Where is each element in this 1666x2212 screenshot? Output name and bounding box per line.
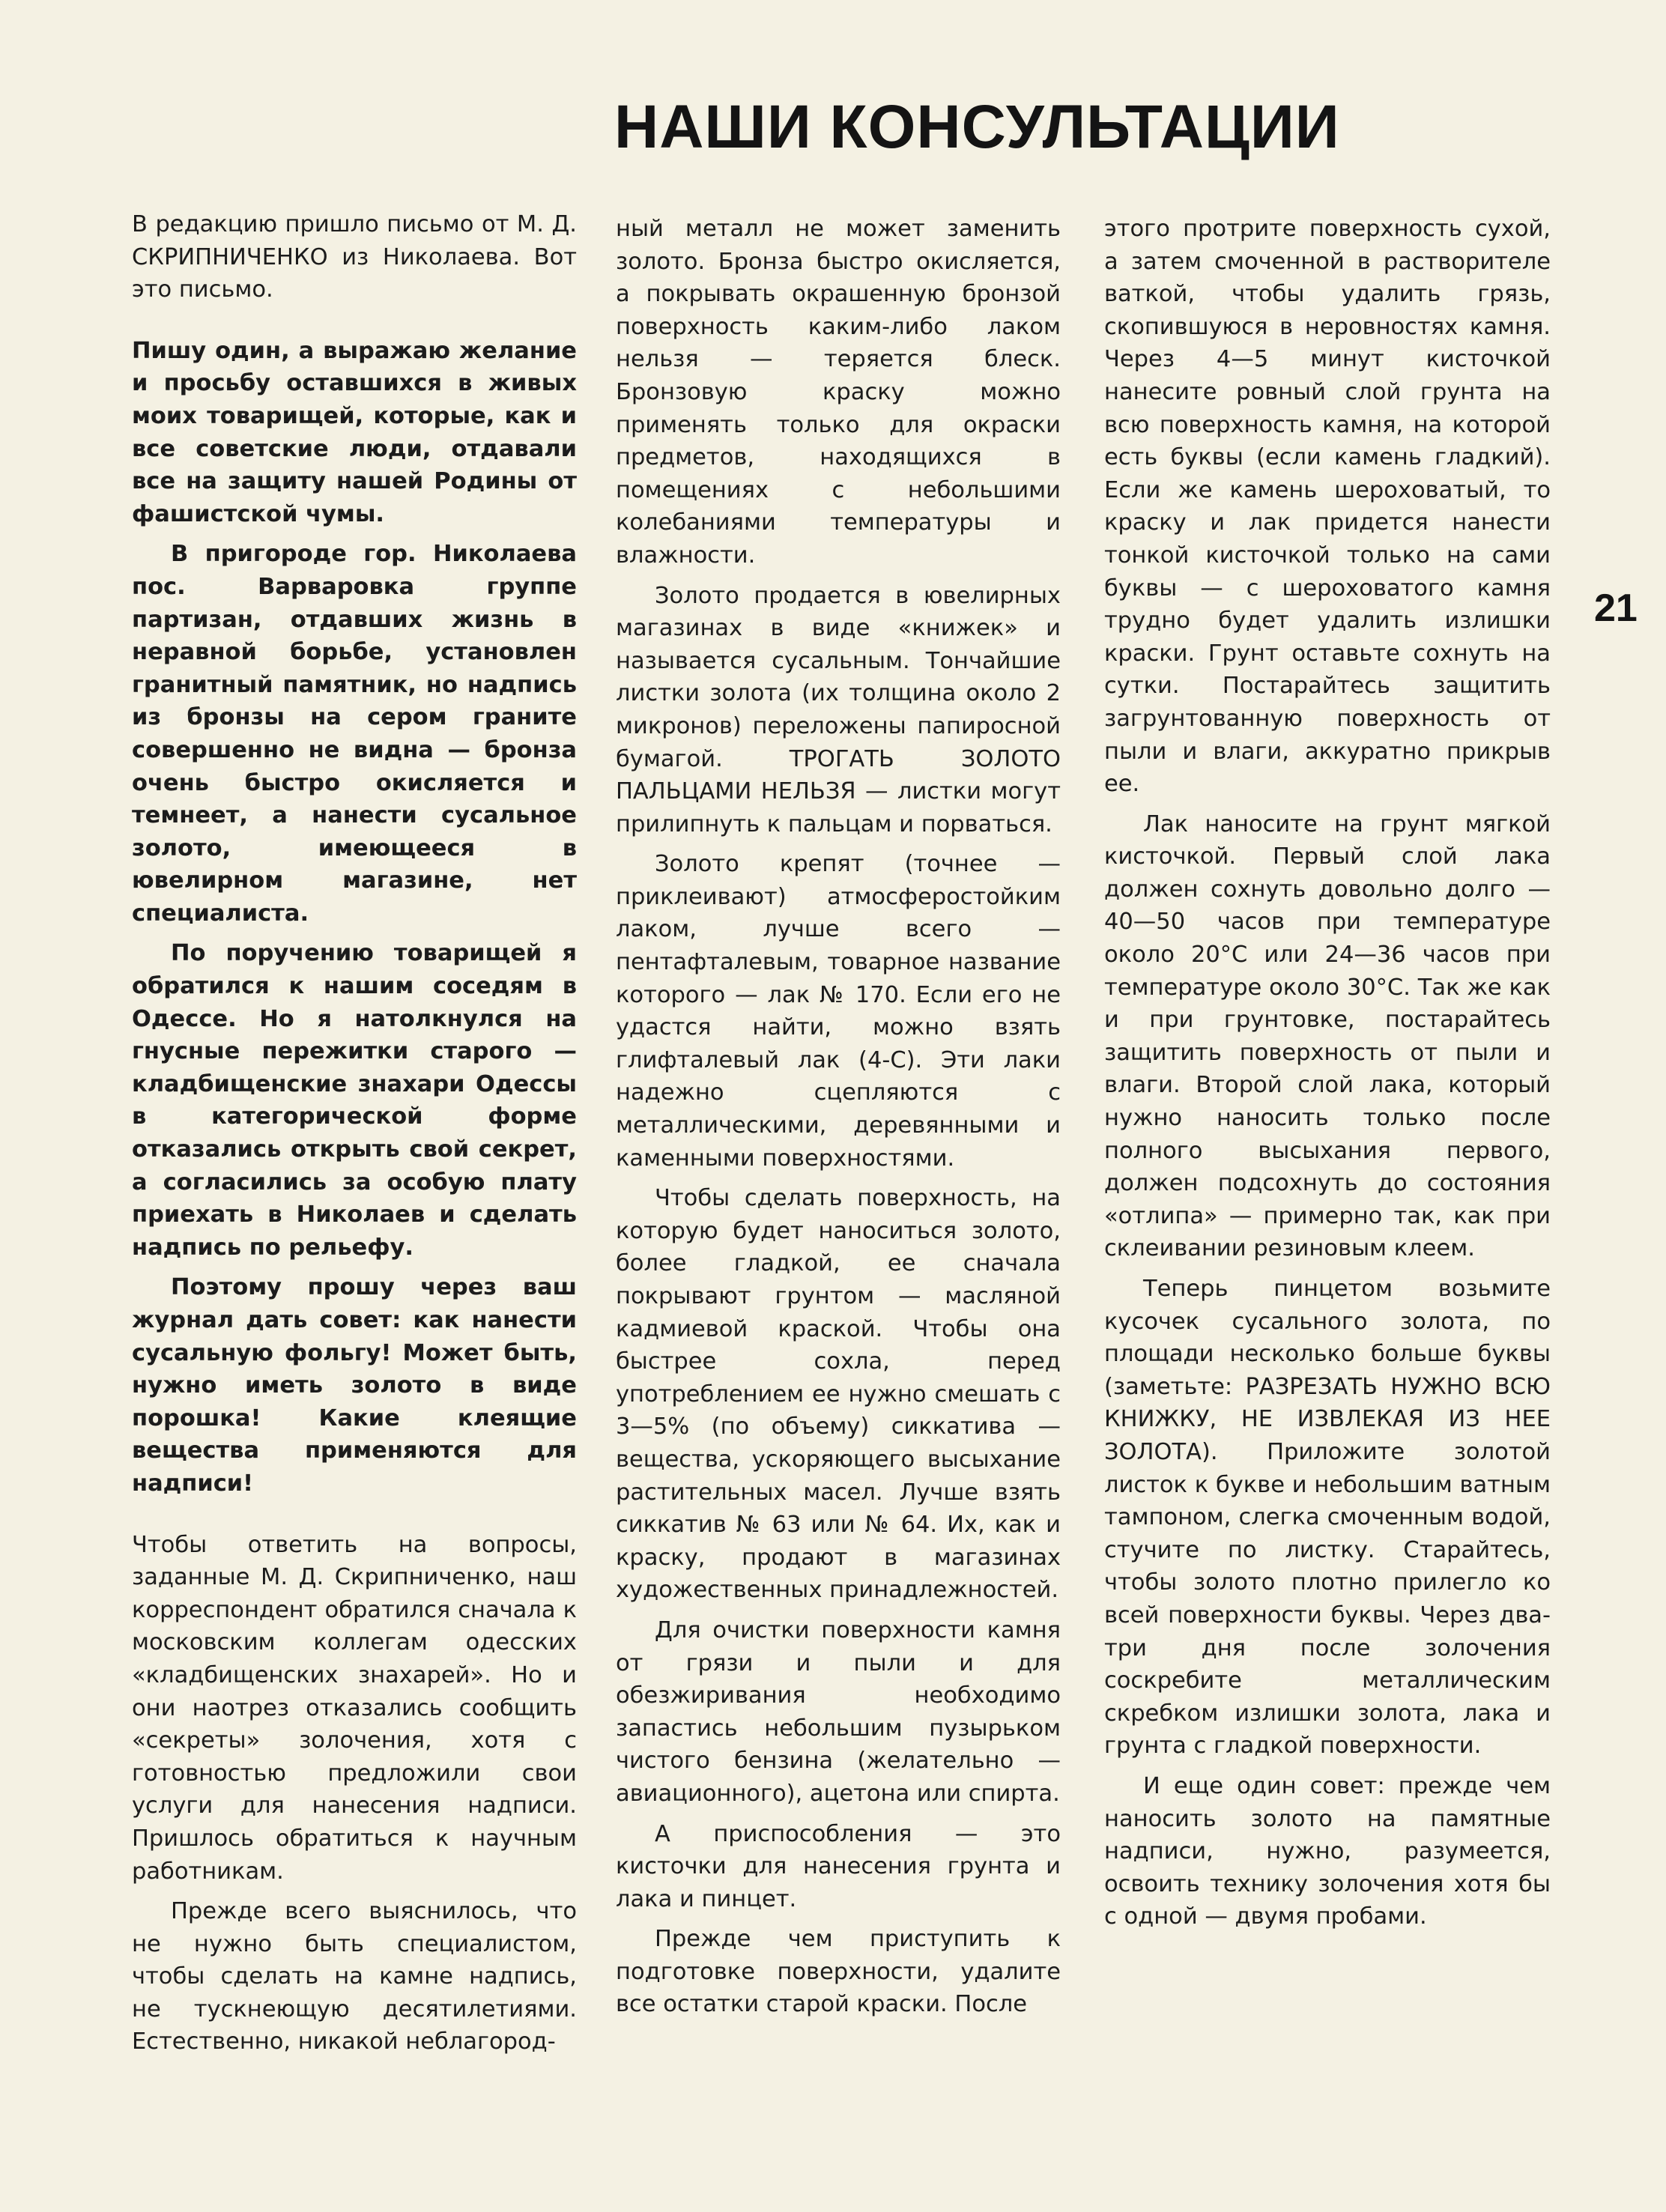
body-paragraph: Золото продается в ювелирных магазинах в виде «книжек» и называется сусальным. Тончайшие листки золота (их толщина около 2 микронов) переложены папиросной бумагой. ТРОГАТЬ ЗОЛОТО ПАЛЬЦАМИ НЕЛЬЗЯ — листки могут прилипнуть к пальцам и порваться. [616, 582, 1061, 837]
column-3 [1104, 213, 1551, 1933]
answer-paragraph: Прежде всего выяснилось, что не нужно быть специалистом, чтобы сделать на камне надпись, не тускнеющую десятилетиями. Естественно, никакой неблагород- [132, 1898, 577, 2055]
body-paragraph: Теперь пинцетом возьмите кусочек сусального золота, по площади несколько больше буквы (заметьте: РАЗРЕЗАТЬ НУЖНО ВСЮ КНИЖКУ, НЕ ИЗВЛЕКАЯ ИЗ НЕЕ ЗОЛОТА). Приложите золотой листок к букве и небольшим ватным тампоном, слегка смоченным водой, стучите по листку. Старайтесь, чтобы золото плотно прилегло ко всей поверхности буквы. Через два-три дня после золочения соскребите металлическим скребком излишки золота, лака и грунта с гладкой поверхности. [1104, 1276, 1551, 1760]
body-paragraph: Лак наносите на грунт мягкой кисточкой. Первый слой лака должен сохнуть довольно долго — 40—50 часов при температуре около 20°С или 24—36 часов при температуре около 30°С. Так же как и при грунтовке, постарайтесь защитить поверхность от пыли и влаги. Второй слой лака, который нужно наносить только после полного высыхания первого, должен подсохнуть до состояния «отлипа» — примерно так, как при склеивании резиновым клеем. [1104, 810, 1551, 1262]
letter-paragraph: Поэтому прошу через ваш журнал дать совет: как нанести сусальную фольгу! Может быть, нужно иметь золото в виде порошка! Какие клеящие вещества применяются для надписи! [132, 1274, 577, 1497]
column-2 [616, 213, 1061, 2021]
body-paragraph: ный металл не может заменить золото. Бронза быстро окисляется, а покрывать окрашенную бронзой поверхность каким-либо лаком нельзя — теряется блеск. Бронзовую краску можно применять только для окраски предметов, находящихся в помещениях с небольшими колебаниями температуры и влажности. [616, 216, 1061, 569]
letter-paragraph: По поручению товарищей я обратился к нашим соседям в Одессе. Но я натолкнулся на гнусные пережитки старого — кладбищенские знахари Одессы в категорической форме отказались открыть свой секрет, а согласились за особую плату приехать в Николаев и сделать надпись по рельефу. [132, 940, 577, 1261]
body-paragraph: И еще один совет: прежде чем наносить золото на памятные надписи, нужно, разумеется, освоить технику золочения хотя бы с одной — двумя пробами. [1104, 1772, 1551, 1930]
body-paragraph: Чтобы сделать поверхность, на которую будет наноситься золото, более гладкой, ее сначала покрывают грунтом — масляной кадмиевой краской. Чтобы она быстрее сохла, перед употреблением ее нужно смешать с 3—5% (по объему) сиккатива — вещества, ускоряющего высыхание растительных масел. Лучше взять сиккатив № 63 или № 64. Их, как и краску, продают в магазинах художественных принадлежностей. [616, 1185, 1061, 1604]
letter-paragraph: Пишу один, а выражаю желание и просьбу оставшихся в живых моих товарищей, которые, как и все советские люди, отдавали все на защиту нашей Родины от фашистской чумы. [132, 337, 577, 527]
page-heading: НАШИ КОНСУЛЬТАЦИИ [614, 93, 1340, 161]
letter-paragraph: В пригороде гор. Николаева пос. Варваровка группе партизан, отдавших жизнь в неравной борьбе, установлен гранитный памятник, но надпись из бронзы на сером граните совершенно не видна — бронза очень быстро окисляется и темнеет, а нанести сусальное золото, имеющееся в ювелирном магазине, нет специалиста. [132, 541, 577, 927]
body-paragraph: Прежде чем приступить к подготовке поверхности, удалите все остатки старой краски. После [616, 1926, 1061, 2018]
answer-paragraph: Чтобы ответить на вопросы, заданные М. Д. Скрипниченко, наш корреспондент обратился сначала к московским коллегам одесских «кладбищенских знахарей». Но и они наотрез отказались сообщить «секреты» золочения, хотя с готовностью предложили свои услуги для нанесения надписи. Пришлось обратиться к научным работникам. [132, 1531, 577, 1885]
body-paragraph: Для очистки поверхности камня от грязи и пыли и для обезжиривания необходимо запастись небольшим пузырьком чистого бензина (желательно — авиационного), ацетона или спирта. [616, 1616, 1061, 1807]
body-paragraph: Золото крепят (точнее — приклеивают) атмосферостойким лаком, лучше всего — пентафталевым, товарное название которого — лак № 170. Если его не удастся найти, можно взять глифталевый лак (4-С). Эти лаки надежно сцепляются с металлическими, деревянными и каменными поверхностями. [616, 851, 1061, 1172]
body-paragraph: А приспособления — это кисточки для нанесения грунта и лака и пинцет. [616, 1820, 1061, 1912]
body-paragraph: этого протрите поверхность сухой, а затем смоченной в растворителе ваткой, чтобы удалить грязь, скопившуюся в неровностях камня. Через 4—5 минут кисточкой нанесите ровный слой грунта на всю поверхность камня, на которой есть буквы (если камень гладкий). Если же камень шероховатый, то краску и лак придется нанести тонкой кисточкой только на сами буквы — с шероховатого камня трудно будет удалить излишки краски. Грунт оставьте сохнуть на сутки. Постарайтесь защитить загрунтованную поверхность от пыли и влаги, аккуратно прикрыв ее. [1104, 216, 1551, 798]
column-1 [132, 208, 577, 2058]
intro-paragraph: В редакцию пришло письмо от М. Д. СКРИПНИЧЕНКО из Николаева. Вот это письмо. [132, 211, 577, 303]
page-number: 21 [1594, 587, 1638, 630]
